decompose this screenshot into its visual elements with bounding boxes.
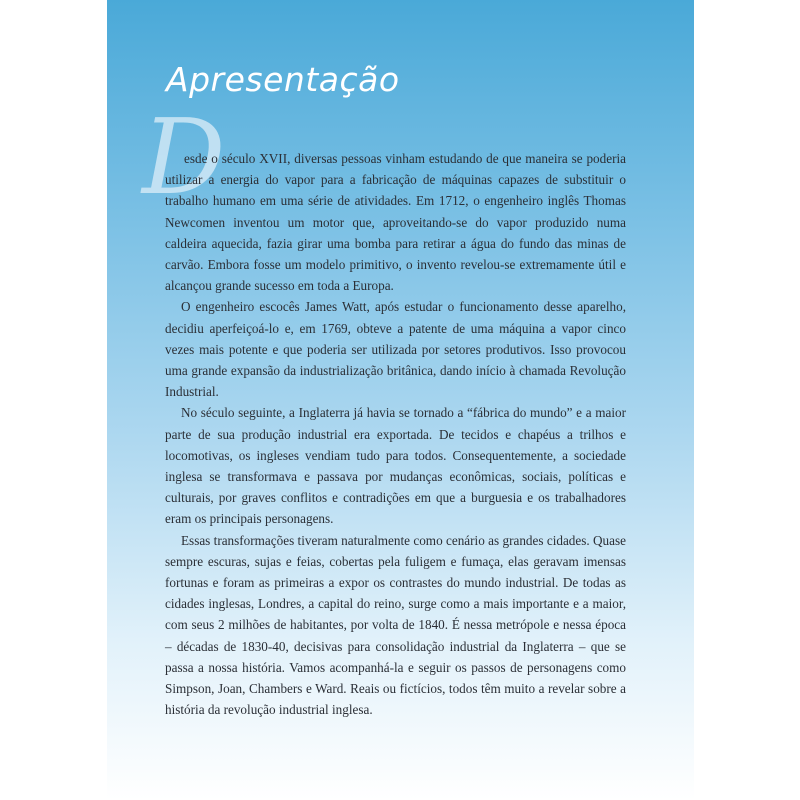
paragraph-2: O engenheiro escocês James Watt, após estudar o funcionamento desse aparelho, decidiu aperfeiçoá-lo e, em 1769, obteve a patente de uma máquina a vapor cinco vezes mais potente e que poderia ser utilizada por setores produtivos. Isso provocou uma grande expansão da industrialização britânica, dando início à chamada Revolução Industrial. [165, 299, 626, 400]
drop-cap-letter: D [142, 96, 226, 218]
book-page [107, 0, 694, 800]
page-title: Apresentação [166, 60, 400, 99]
body-text [165, 148, 626, 720]
paragraph-1: esde o século XVII, diversas pessoas vinham estudando de que maneira se poderia utilizar a energia do vapor para a fabricação de máquinas capazes de substituir o trabalho humano em uma série de atividades. Em 1712, o engenheiro inglês Thomas Newcomen inventou um motor que, aproveitando-se do vapor produzido numa caldeira aquecida, fazia girar uma bomba para retirar a água do fundo das minas de carvão. Embora fosse um modelo primitivo, o invento revelou-se extremamente útil e alcançou grande sucesso em toda a Europa. [165, 151, 626, 294]
paragraph-3: No século seguinte, a Inglaterra já havia se tornado a “fábrica do mundo” e a maior parte de sua produção industrial era exportada. De tecidos e chapéus a trilhos e locomotivas, os ingleses vendiam tudo para todos. Consequentemente, a sociedade inglesa se transformava e passava por mudanças econômicas, sociais, políticas e culturais, por graves conflitos e contradições em que a burguesia e os trabalhadores eram os principais personagens. [165, 405, 626, 527]
paragraph-4: Essas transformações tiveram naturalmente como cenário as grandes cidades. Quase sempre escuras, sujas e feias, cobertas pela fuligem e fumaça, elas geravam imensas fortunas e foram as primeiras a expor os contrastes do mundo industrial. De todas as cidades inglesas, Londres, a capital do reino, surge como a mais importante e a maior, com seus 2 milhões de habitantes, por volta de 1840. É nessa metrópole e nessa época – décadas de 1830-40, decisivas para consolidação industrial da Inglaterra – que se passa a nossa história. Vamos acompanhá-la e seguir os passos de personagens como Simpson, Joan, Chambers e Ward. Reais ou fictícios, todos têm muito a revelar sobre a história da revolução industrial inglesa. [165, 532, 626, 718]
